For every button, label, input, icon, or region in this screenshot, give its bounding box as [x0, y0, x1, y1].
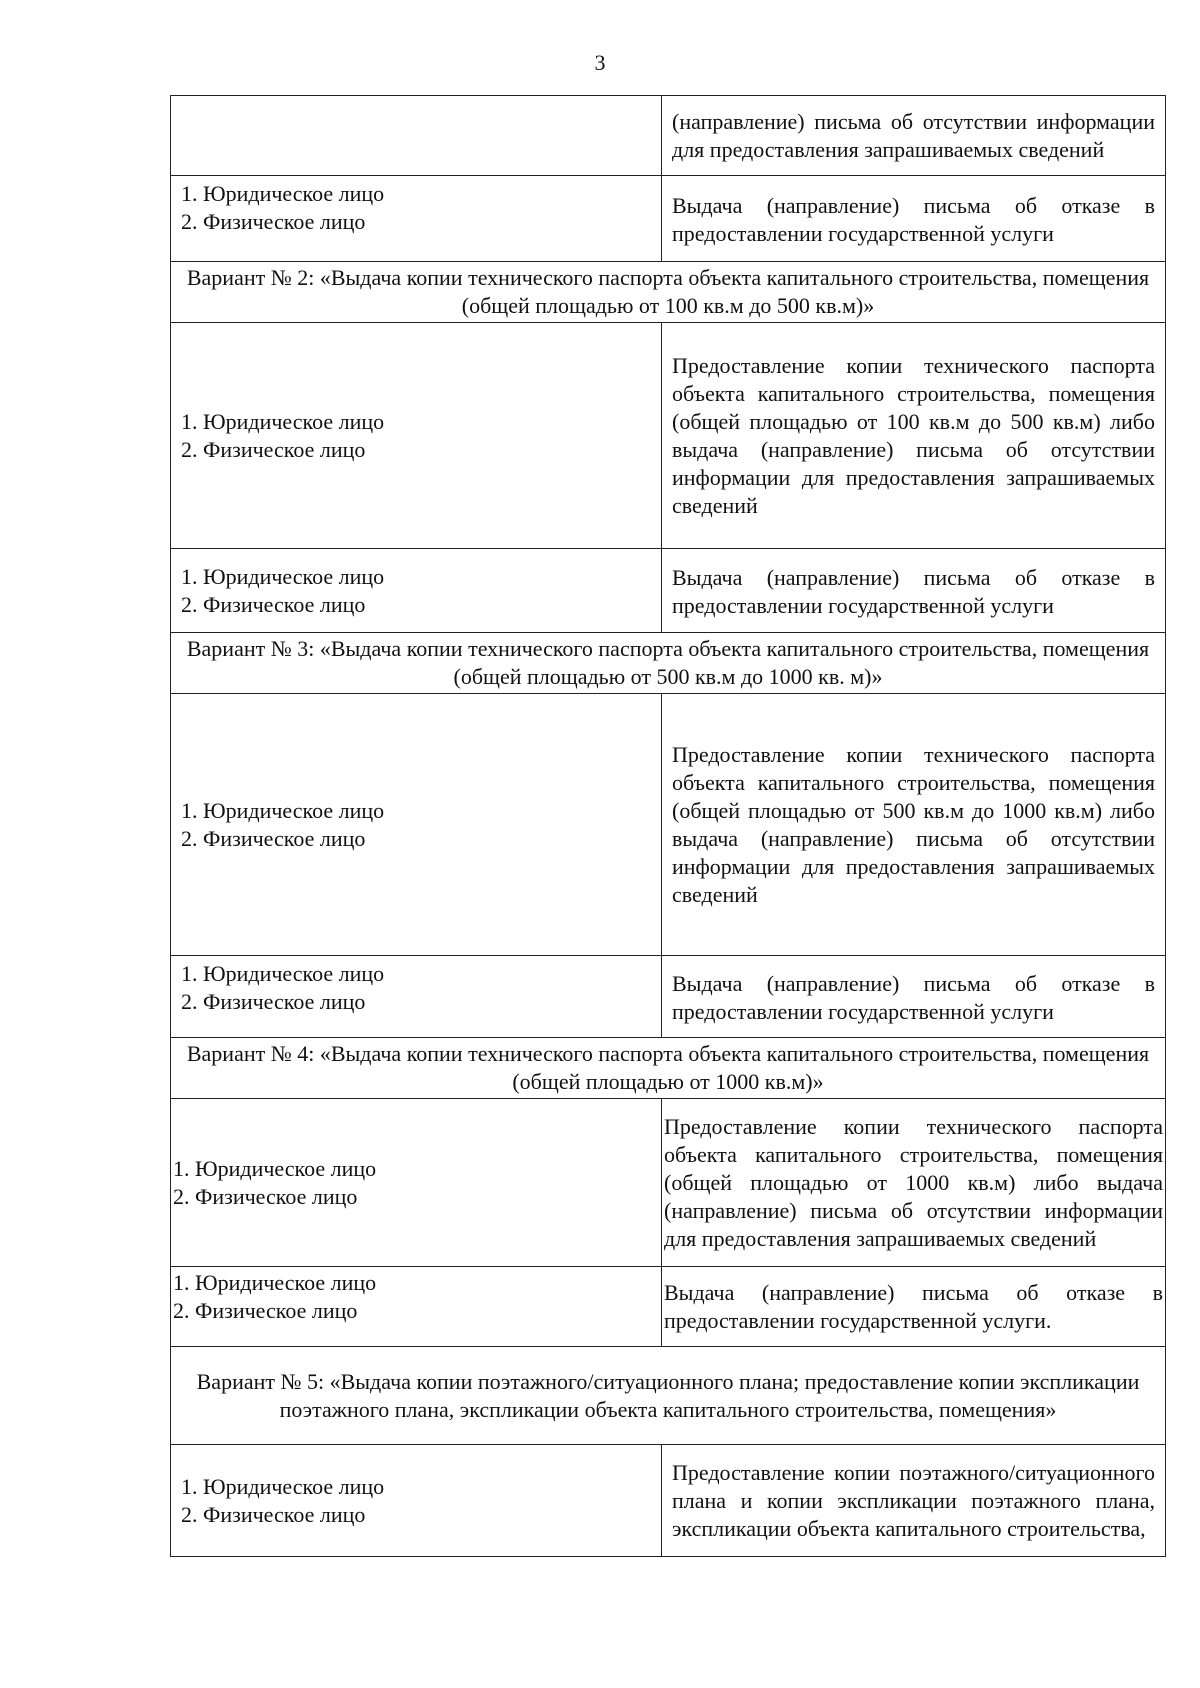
variant-2-heading: Вариант № 2: «Выдача копии технического паспорта объекта капитального строительства, помещения (общей площадью от 100 кв.м до 500 кв.м)»: [171, 262, 1166, 323]
result-cell: Выдача (направление) письма об отказе в предоставлении государственной услуги: [662, 956, 1166, 1038]
services-table: [170, 95, 1166, 1557]
applicant-individual: 2. Физическое лицо: [181, 436, 366, 462]
applicant-cell: [171, 956, 662, 1038]
result-cell: Выдача (направление) письма об отказе в предоставлении государственной услуги: [662, 176, 1166, 262]
applicant-legal-entity: 1. Юридическое лицо: [181, 181, 385, 206]
table-row: [171, 694, 1166, 956]
applicant-legal-entity: 1. Юридическое лицо: [181, 797, 385, 823]
applicant-cell: [171, 1445, 662, 1557]
variant-row: [171, 633, 1166, 694]
applicant-individual: 2. Физическое лицо: [173, 1183, 358, 1209]
table-row: [171, 176, 1166, 262]
applicant-legal-entity: 1. Юридическое лицо: [181, 408, 385, 434]
applicant-cell: [171, 323, 662, 549]
variant-3-heading: Вариант № 3: «Выдача копии технического паспорта объекта капитального строительства, помещения (общей площадью от 500 кв.м до 1000 кв. м)»: [171, 633, 1166, 694]
variant-5-heading: Вариант № 5: «Выдача копии поэтажного/ситуационного плана; предоставление копии экспликации поэтажного плана, экспликации объекта капитального строительства, помещения»: [171, 1347, 1166, 1445]
table-row: [171, 956, 1166, 1038]
result-cell: (направление) письма об отсутствии информации для предоставления запрашиваемых сведений: [662, 96, 1166, 176]
result-cell: Предоставление копии технического паспорта объекта капитального строительства, помещения (общей площадью от 1000 кв.м) либо выдача (направление) письма об отсутствии информации для предоставления запрашиваемых сведений: [662, 1099, 1166, 1267]
result-cell: Выдача (направление) письма об отказе в предоставлении государственной услуги.: [662, 1267, 1166, 1347]
variant-row: [171, 1347, 1166, 1445]
applicant-legal-entity: 1. Юридическое лицо: [173, 1270, 377, 1295]
applicant-cell: [171, 1267, 662, 1347]
table-row: [171, 96, 1166, 176]
applicant-cell: [171, 549, 662, 633]
applicant-cell: [171, 1099, 662, 1267]
applicant-legal-entity: 1. Юридическое лицо: [181, 1473, 385, 1499]
result-cell: Выдача (направление) письма об отказе в предоставлении государственной услуги: [662, 549, 1166, 633]
applicant-individual: 2. Физическое лицо: [181, 591, 366, 617]
result-cell: Предоставление копии поэтажного/ситуационного плана и копии экспликации поэтажного плана, экспликации объекта капитального строительства,: [662, 1445, 1166, 1557]
applicant-cell: [171, 694, 662, 956]
table-row: [171, 323, 1166, 549]
applicant-legal-entity: 1. Юридическое лицо: [181, 563, 385, 589]
result-cell: Предоставление копии технического паспорта объекта капитального строительства, помещения (общей площадью от 100 кв.м до 500 кв.м) либо выдача (направление) письма об отсутствии информации для предоставления запрашиваемых сведений: [662, 323, 1166, 549]
applicant-cell: [171, 96, 662, 176]
table-row: [171, 1445, 1166, 1557]
table-row: [171, 1267, 1166, 1347]
applicant-individual: 2. Физическое лицо: [181, 1501, 366, 1527]
applicant-individual: 2. Физическое лицо: [181, 209, 366, 234]
variant-row: [171, 1038, 1166, 1099]
variant-row: [171, 262, 1166, 323]
applicant-legal-entity: 1. Юридическое лицо: [173, 1155, 377, 1181]
variant-4-heading: Вариант № 4: «Выдача копии технического паспорта объекта капитального строительства, помещения (общей площадью от 1000 кв.м)»: [171, 1038, 1166, 1099]
applicant-individual: 2. Физическое лицо: [173, 1298, 358, 1323]
table-row: [171, 549, 1166, 633]
applicant-legal-entity: 1. Юридическое лицо: [181, 961, 385, 986]
applicant-cell: [171, 176, 662, 262]
table-row: [171, 1099, 1166, 1267]
page-number: 3: [594, 50, 606, 75]
applicant-individual: 2. Физическое лицо: [181, 825, 366, 851]
result-cell: Предоставление копии технического паспорта объекта капитального строительства, помещения (общей площадью от 500 кв.м до 1000 кв.м) либо выдача (направление) письма об отсутствии информации для предоставления запрашиваемых сведений: [662, 694, 1166, 956]
applicant-individual: 2. Физическое лицо: [181, 989, 366, 1014]
